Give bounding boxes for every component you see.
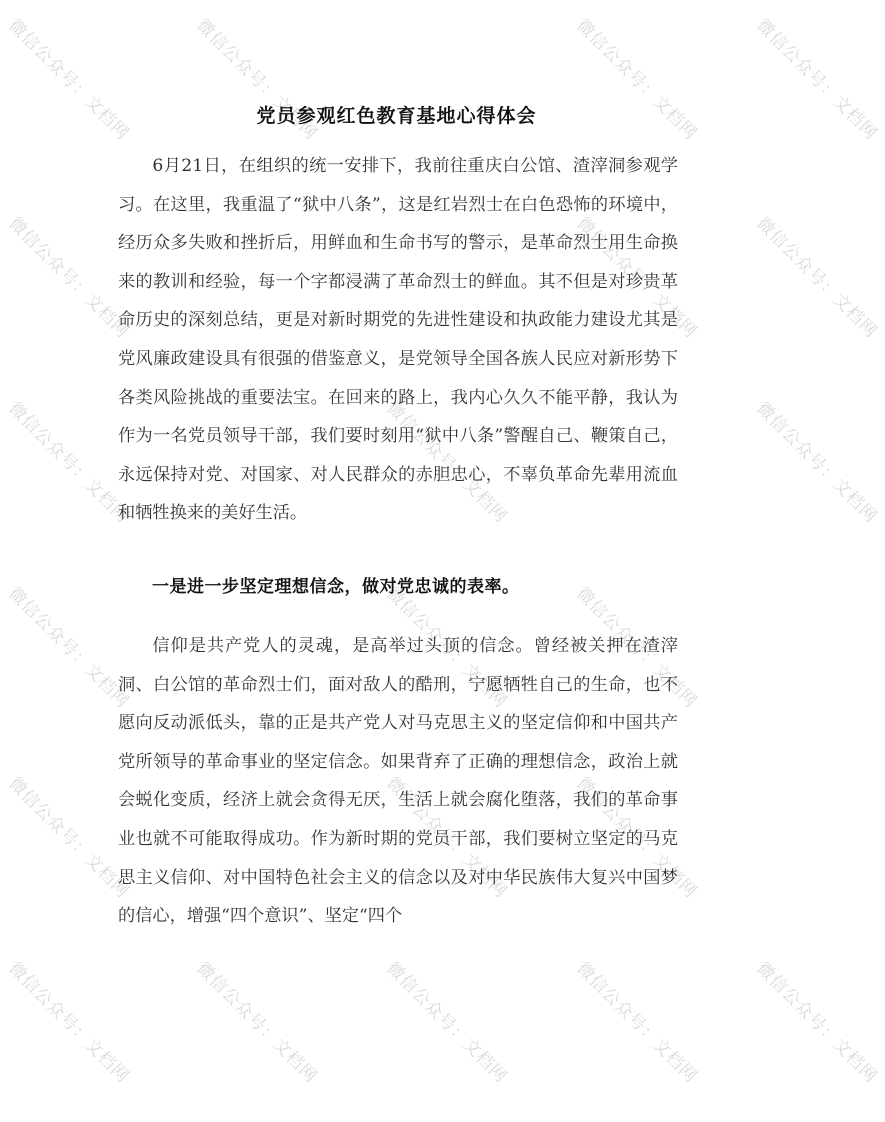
watermark: 微信公众号：文档网: [4, 213, 134, 343]
watermark: 微信公众号：文档网: [4, 958, 134, 1088]
watermark: 微信公众号：文档网: [4, 398, 134, 528]
body-paragraph: 6月21日，在组织的统一安排下，我前往重庆白公馆、渣滓洞参观学习。在这里，我重温了“狱中八条”，这是红岩烈士在白色恐怖的环境中，经历众多失败和挫折后，用鲜血和生命书写的警示，是革命烈士用生命换来的教训和经验，每一个字都浸满了革命烈士的鲜血。其不但是对珍贵革命历史的深刻总结，更是对新时期党的先进性建设和执政能力建设尤其是党风廉政建设具有很强的借鉴意义，是党领导全国各族人民应对新形势下各类风险挑战的重要法宝。在回来的路上，我内心久久不能平静，我认为作为一名党员领导干部，我们要时刻用“狱中八条”警醒自己、鞭策自己，永远保持对党、对国家、对人民群众的赤胆忠心，不辜负革命先辈用流血和牺牲换来的美好生活。: [118, 156, 678, 524]
watermark: 微信公众号：文档网: [4, 583, 134, 713]
watermark: 微信公众号：文档网: [382, 398, 512, 528]
watermark: 微信公众号：文档网: [4, 773, 134, 903]
watermark: 微信公众号：文档网: [382, 773, 512, 903]
watermark: 微信公众号：文档网: [382, 958, 512, 1088]
watermark: 微信公众号：文档网: [752, 213, 882, 343]
watermark: 微信公众号：文档网: [752, 15, 882, 145]
body-paragraph: 信仰是共产党人的灵魂，是高举过头顶的信念。曾经被关押在渣滓洞、白公馆的革命烈士们，面对敌人的酷刑，宁愿牺牲自己的生命，也不愿向反动派低头，靠的正是共产党人对马克思主义的坚定信仰和中国共产党所领导的革命事业的坚定信念。如果背弃了正确的理想信念，政治上就会蜕化变质，经济上就会贪得无厌，生活上就会腐化堕落，我们的革命事业也就不可能取得成功。作为新时期的党员干部，我们要树立坚定的马克思主义信仰、对中国特色社会主义的信念以及对中华民族伟大复兴中国梦的信心，增强“四个意识”、坚定“四个: [118, 636, 678, 927]
watermark: 微信公众号：文档网: [192, 15, 322, 145]
document-title: 党员参观红色教育基地心得体会: [256, 105, 537, 127]
watermark: 微信公众号：文档网: [572, 15, 702, 145]
watermark: 微信公众号：文档网: [752, 958, 882, 1088]
watermark: 微信公众号：文档网: [192, 958, 322, 1088]
watermark: 微信公众号：文档网: [572, 958, 702, 1088]
watermark: 微信公众号：文档网: [572, 583, 702, 713]
section-heading: 一是进一步坚定理想信念，做对党忠诚的表率。: [152, 577, 520, 597]
watermark: 微信公众号：文档网: [752, 398, 882, 528]
watermark: 微信公众号：文档网: [382, 583, 512, 713]
watermark: 微信公众号：文档网: [4, 15, 134, 145]
watermark: 微信公众号：文档网: [572, 213, 702, 343]
watermark: 微信公众号：文档网: [572, 773, 702, 903]
